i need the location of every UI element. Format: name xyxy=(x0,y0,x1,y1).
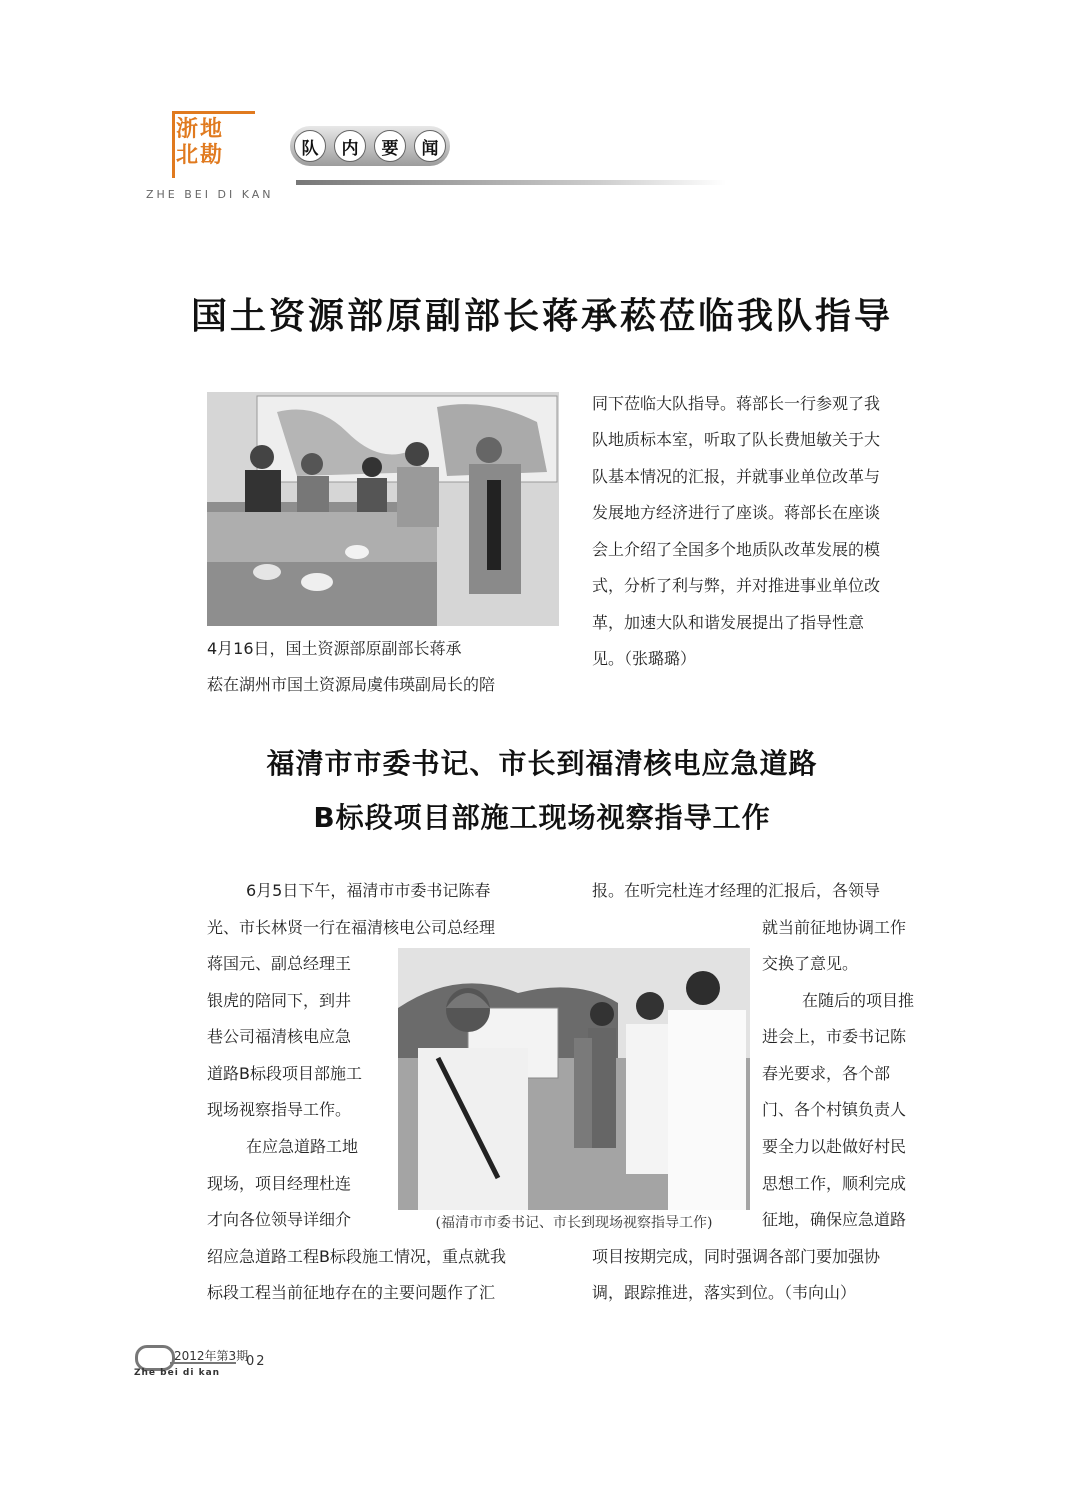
section-char: 要 xyxy=(374,130,406,162)
section-tab xyxy=(290,126,450,166)
article2-right-line: 调，跟踪推进，落实到位。（韦向山） xyxy=(592,1283,857,1302)
article2-right-line: 项目按期完成，同时强调各部门要加强协 xyxy=(592,1247,881,1266)
article2-photo-caption: (福清市市委书记、市长到现场视察指导工作) xyxy=(435,1215,713,1231)
section-char: 队 xyxy=(294,130,326,162)
article2-left-line: 道路B标段项目部施工 xyxy=(207,1064,362,1083)
logo-text-line1: 浙地 xyxy=(176,117,225,142)
article2-left-line: 光、市长林贤一行在福清核电公司总经理 xyxy=(207,918,496,937)
article2-left-line: 现场，项目经理杜连 xyxy=(207,1174,352,1193)
article1-body-line: 式，分析了利与弊，并对推进事业单位改 xyxy=(592,576,881,595)
article1-body-line: 队地质标本室，听取了队长费旭敏关于大 xyxy=(592,430,881,449)
article2-right-line: 进会上，市委书记陈 xyxy=(762,1027,907,1046)
article2-left-line: 标段工程当前征地存在的主要问题作了汇 xyxy=(207,1283,496,1302)
article2-right-line: 报。在听完杜连才经理的汇报后，各领导 xyxy=(592,881,881,900)
article2-title-line2: B标段项目部施工现场视察指导工作 xyxy=(313,801,771,834)
page-number: 02 xyxy=(246,1354,267,1369)
article1-body-line: 革，加速大队和谐发展提出了指导性意 xyxy=(592,613,865,632)
article1-caption-line: 4月16日，国土资源部原副部长蒋承 xyxy=(207,639,462,658)
article1-title: 国土资源部原副部长蒋承菘莅临我队指导 xyxy=(190,296,893,337)
article2-right-line: 要全力以赴做好村民 xyxy=(762,1137,907,1156)
section-char: 内 xyxy=(334,130,366,162)
article2-title-line1: 福清市市委书记、市长到福清核电应急道路 xyxy=(266,747,818,780)
article2-right-line: 门、各个村镇负责人 xyxy=(762,1100,907,1119)
article1-body-line: 发展地方经济进行了座谈。蒋部长在座谈 xyxy=(592,503,881,522)
article2-right-line: 思想工作，顺利完成 xyxy=(762,1174,907,1193)
article1-body-line: 队基本情况的汇报，并就事业单位改革与 xyxy=(592,467,881,486)
article1-body-line: 见。（张璐璐） xyxy=(592,649,697,668)
article2-left-line: 6月5日下午，福清市市委书记陈春 xyxy=(246,881,491,900)
article1-photo xyxy=(207,392,559,626)
article2-left-line: 在应急道路工地 xyxy=(246,1137,359,1156)
article2-photo xyxy=(398,948,750,1210)
article1-caption-line: 菘在湖州市国土资源局虞伟瑛副局长的陪 xyxy=(207,675,496,694)
article2-left-line: 现场视察指导工作。 xyxy=(207,1100,352,1119)
article2-right-line: 交换了意见。 xyxy=(762,954,859,973)
footer-subtitle: Zhe bei di kan xyxy=(134,1368,221,1378)
article2-left-line: 巷公司福清核电应急 xyxy=(207,1027,352,1046)
article2-right-line: 征地，确保应急道路 xyxy=(762,1210,907,1229)
article2-left-line: 才向各位领导详细介 xyxy=(207,1210,352,1229)
logo-text-line2: 北勘 xyxy=(176,143,225,168)
article2-right-line: 就当前征地协调工作 xyxy=(762,918,907,937)
article2-left-line: 蒋国元、副总经理王 xyxy=(207,954,352,973)
footer-issue: 2012年第3期 xyxy=(174,1349,249,1363)
article2-right-line: 在随后的项目推 xyxy=(802,991,915,1010)
article1-body-line: 会上介绍了全国多个地质队改革发展的模 xyxy=(592,540,881,559)
article2-right-line: 春光要求，各个部 xyxy=(762,1064,891,1083)
header-divider xyxy=(296,180,726,185)
article1-body-line: 同下莅临大队指导。蒋部长一行参观了我 xyxy=(592,394,881,413)
article2-left-line: 银虎的陪同下，到井 xyxy=(207,991,352,1010)
logo-subtitle: ZHE BEI DI KAN xyxy=(146,188,274,201)
article2-left-line: 绍应急道路工程B标段施工情况，重点就我 xyxy=(207,1247,506,1266)
section-char: 闻 xyxy=(414,130,446,162)
